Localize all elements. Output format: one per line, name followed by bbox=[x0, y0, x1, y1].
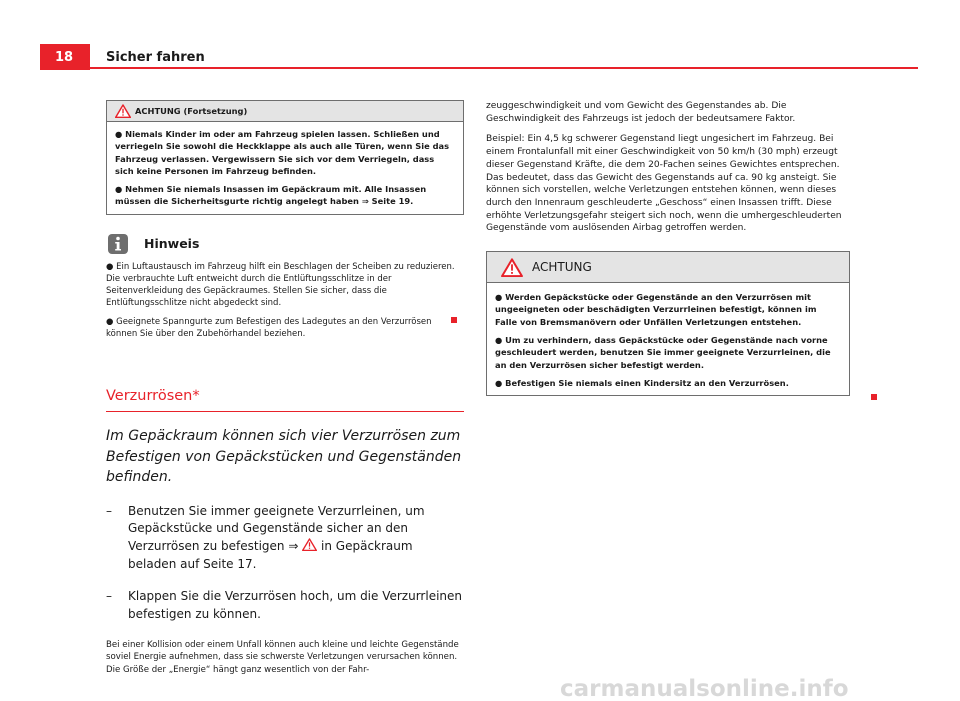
warning-item: ● Befestigen Sie niemals einen Kindersitz an den Verzurrösen. bbox=[495, 377, 789, 388]
warning-title: ACHTUNG bbox=[532, 260, 592, 275]
header-rule bbox=[90, 67, 918, 69]
warning-item: ● Niemals Kinder im oder am Fahrzeug spielen lassen. Schließen und verriegeln Sie sowohl die Heckklappe als auch alle Türen, wenn Sie das Fahrzeug verlassen. Vergewissern Sie sich vor dem Verriegeln, dass sich keine Personen im Fahrzeug befinden. bbox=[115, 129, 450, 176]
section-title: Verzurrösen* bbox=[106, 388, 464, 412]
warning-item: ● Nehmen Sie niemals Insassen im Gepäckraum mit. Alle Insassen müssen die Sicherheitsgurte richtig angelegt haben ⇒ Seite 19. bbox=[115, 184, 427, 207]
step-text: Klappen Sie die Verzurrösen hoch, um die Verzurrleinen befestigen zu können. bbox=[128, 589, 463, 622]
warning-continued-title: ACHTUNG (Fortsetzung) bbox=[135, 106, 248, 116]
left-column bbox=[106, 100, 464, 676]
warning-icon bbox=[115, 104, 131, 118]
page-header bbox=[0, 0, 960, 70]
step-dash: – bbox=[106, 503, 112, 518]
warning-item: ● Um zu verhindern, dass Gepäckstücke oder Gegenstände nach vorne geschleudert werden, benutzen Sie immer geeignete Verzurrleinen, die an den Verzurrösen sicher befestigt werden. bbox=[495, 334, 831, 370]
warning-header bbox=[487, 252, 849, 283]
page-number: 18 bbox=[40, 44, 90, 70]
warning-body bbox=[487, 283, 849, 395]
warning-continued-header bbox=[107, 101, 463, 122]
body-paragraph: zeuggeschwindigkeit und vom Gewicht des Gegenstandes ab. Die Geschwindigkeit des Fahrzeugs ist jedoch der bedeutsamere Faktor. bbox=[486, 101, 796, 124]
step-item bbox=[106, 588, 464, 623]
info-icon bbox=[108, 234, 128, 254]
section-end-marker bbox=[451, 317, 457, 323]
step-item bbox=[106, 503, 464, 574]
warning-item: ● Werden Gepäckstücke oder Gegenstände an den Verzurrösen mit ungeeigneten oder beschädigten Verzurrleinen befestigt, können im Falle von Bremsmanövern oder Unfällen Verletzungen entstehen. bbox=[495, 292, 817, 327]
body-paragraph: Beispiel: Ein 4,5 kg schwerer Gegenstand liegt ungesichert im Fahrzeug. Bei einem Frontalunfall mit einer Geschwindigkeit von 50 km/h (30 mph) erzeugt dieser Gegenstand Kräfte, die dem 20-Fachen seines Gewichtes entsprechen. Das bedeutet, dass das Gewicht des Gegenstands auf ca. 90 kg ansteigt. Sie können sich vorstellen, welche Verletzungen entstehen können, wenn dieses durch den Innenraum geschleuderte „Geschoss“ einen Insassen trifft. Diese erhöhte Verletzungsgefahr steigert sich noch, wenn die umhergeschleuderten Gegenstände vom auslösenden Airbag getroffen werden. bbox=[486, 134, 842, 234]
warning-continued-box bbox=[106, 100, 464, 215]
note-item: ● Ein Luftaustausch im Fahrzeug hilft ein Beschlagen der Scheiben zu reduzieren. Die verbrauchte Luft entweicht durch die Entlüftungsschlitze in der Seitenverkleidung des Gepäckraumes. Stellen Sie sicher, dass die Entlüftungsschlitze nicht abgedeckt sind. bbox=[106, 261, 455, 309]
right-column bbox=[486, 100, 850, 414]
warning-box bbox=[486, 251, 850, 396]
chapter-title: Sicher fahren bbox=[106, 50, 205, 65]
warning-icon bbox=[302, 538, 317, 551]
step-dash: – bbox=[106, 589, 112, 604]
note-item: ● Geeignete Spanngurte zum Befestigen des Ladegutes an den Verzurrösen können Sie über den Zubehörhandel beziehen. bbox=[106, 316, 432, 339]
step-text: Benutzen Sie immer geeignete Verzurrleinen, um Gepäckstücke und Gegenstände sicher an den Verzurrösen zu befestigen ⇒ in Gepäckraum beladen auf Seite 17. bbox=[128, 503, 425, 571]
warning-continued-body bbox=[107, 122, 463, 214]
section-intro: Im Gepäckraum können sich vier Verzurrösen zum Befestigen von Gepäckstücken und Gegenständen befinden. bbox=[106, 428, 462, 485]
note-title: Hinweis bbox=[144, 236, 200, 252]
section-end-marker bbox=[871, 394, 877, 400]
warning-icon bbox=[501, 258, 523, 277]
note-header bbox=[106, 233, 464, 255]
body-paragraph: Bei einer Kollision oder einem Unfall können auch kleine und leichte Gegenstände soviel Energie aufnehmen, dass sie schwerste Verletzungen verursachen können. Die Größe der „Energie“ hängt ganz wesentlich von der Fahr- bbox=[106, 639, 459, 675]
watermark: carmanualsonline.info bbox=[560, 676, 849, 701]
